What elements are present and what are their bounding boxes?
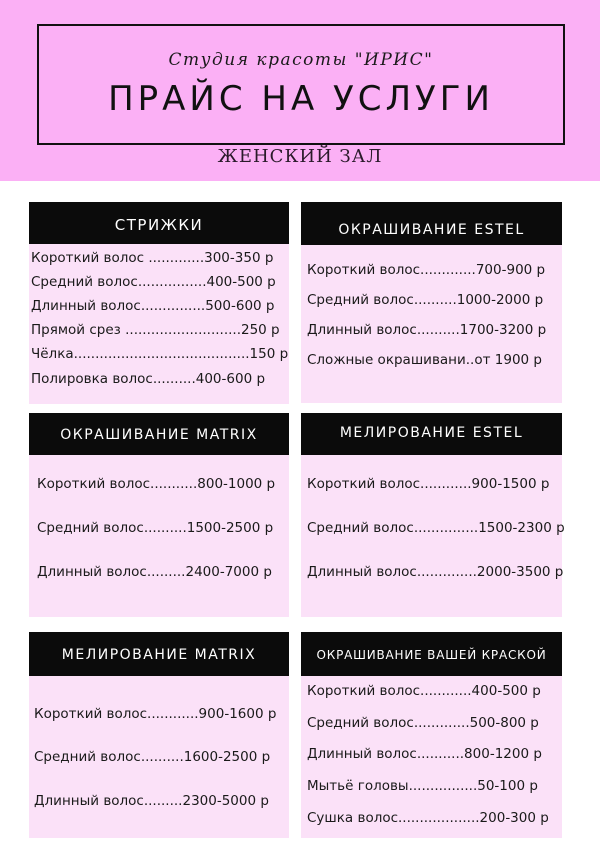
list-item: Средний волос.............500-800 р	[307, 715, 539, 731]
studio-name: Студия красоты "ИРИС"	[168, 50, 434, 70]
list-item: Длинный волос...........800-1200 р	[307, 746, 542, 762]
list-item: Средний волос................400-500 р	[31, 274, 276, 290]
list-item: Короткий волос...........800-1000 р	[37, 476, 276, 492]
list-item: Короткий волос............900-1600 р	[34, 706, 277, 722]
list-item: Полировка волос..........400-600 р	[31, 371, 266, 387]
own-dye-header: ОКРАШИВАНИЕ ВАШЕЙ КРАСКОЙ	[301, 632, 562, 676]
matrix-color-header: ОКРАШИВАНИЕ MATRIX	[29, 413, 289, 455]
estel-color-header: ОКРАШИВАНИЕ ESTEL	[301, 202, 562, 245]
list-item: Прямой срез ...........................250 р	[31, 322, 280, 338]
list-item: Мытьё головы................50-100 р	[307, 778, 538, 794]
list-item: Сложные окрашивани..от 1900 р	[307, 352, 542, 368]
estel-highlight-header: МЕЛИРОВАНИЕ ESTEL	[301, 413, 562, 455]
list-item: Средний волос..........1500-2500 р	[37, 520, 274, 536]
list-item: Короткий волос .............300-350 р	[31, 250, 274, 266]
list-item: Средний волос..........1000-2000 р	[307, 292, 544, 308]
list-item: Длинный волос..............2000-3500 р	[307, 564, 564, 580]
list-item: Короткий волос............900-1500 р	[307, 476, 550, 492]
list-item: Длинный волос.........2300-5000 р	[34, 793, 269, 809]
title-frame	[37, 24, 565, 145]
list-item: Длинный волос.........2400-7000 р	[37, 564, 272, 580]
list-item: Чёлка.........................................150 р	[31, 346, 289, 362]
haircuts-header: СТРИЖКИ	[29, 202, 289, 244]
list-item: Средний волос..........1600-2500 р	[34, 749, 271, 765]
list-item: Средний волос...............1500-2300 р	[307, 520, 565, 536]
list-item: Короткий волос.............700-900 р	[307, 262, 546, 278]
matrix-highlight-header: МЕЛИРОВАНИЕ MATRIX	[29, 632, 289, 676]
list-item: Сушка волос...................200-300 р	[307, 810, 549, 826]
hall-subtitle: ЖЕНСКИЙ ЗАЛ	[217, 146, 383, 167]
page-title: ПРАЙС НА УСЛУГИ	[108, 79, 494, 119]
list-item: Длинный волос...............500-600 р	[31, 298, 275, 314]
list-item: Длинный волос..........1700-3200 р	[307, 322, 547, 338]
list-item: Короткий волос............400-500 р	[307, 683, 541, 699]
